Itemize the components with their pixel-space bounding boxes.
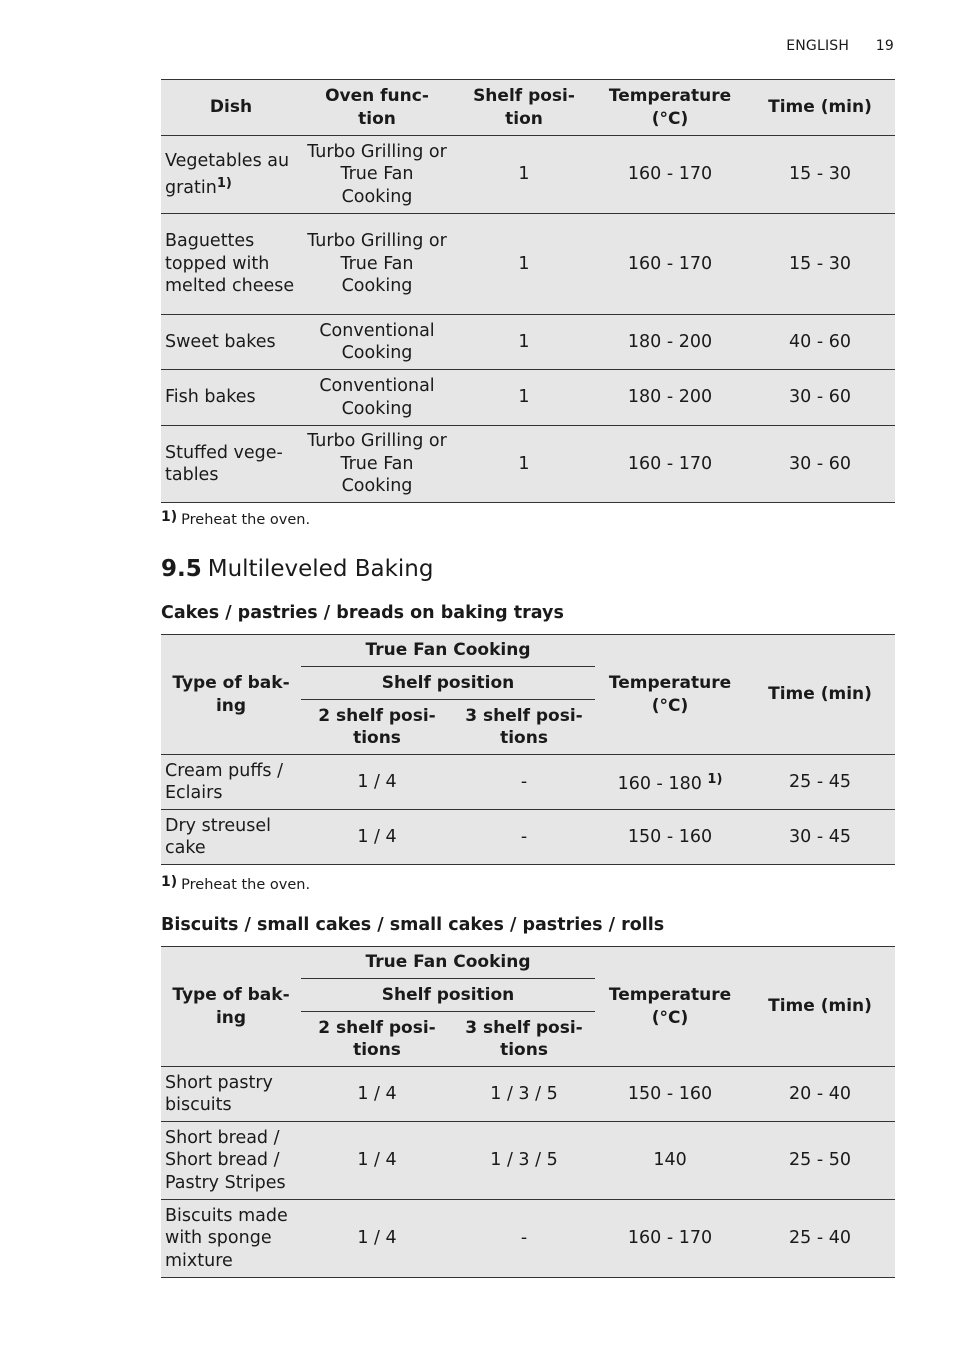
header-temperature: Temperature (°C): [595, 80, 745, 136]
shelf-cell: 1: [453, 370, 595, 426]
temp-cell: 160 - 170: [595, 136, 745, 214]
header-shelf-position: Shelf position: [301, 979, 595, 1012]
temp-cell: 160 - 170: [595, 426, 745, 503]
three-shelf-cell: 1 / 3 / 5: [453, 1067, 595, 1122]
footnote-ref: 1): [216, 175, 232, 191]
table-header-row: [161, 80, 895, 136]
type-cell: Cream puffs / Eclairs: [161, 755, 301, 810]
header-true-fan-cooking: True Fan Cooking: [301, 947, 595, 979]
table-row: [161, 214, 895, 315]
section-number: 9.5: [161, 556, 202, 582]
cakes-table: [161, 634, 895, 865]
header-temperature: Temperature (°C): [595, 635, 745, 755]
dish-cell: Fish bakes: [161, 370, 301, 426]
table-row: [161, 755, 895, 810]
type-cell: Short bread / Short bread / Pastry Stripes: [161, 1122, 301, 1200]
header-time: Time (min): [745, 947, 895, 1067]
type-cell: Short pastry biscuits: [161, 1067, 301, 1122]
three-shelf-cell: 1 / 3 / 5: [453, 1122, 595, 1200]
temp-cell: [595, 755, 745, 810]
time-cell: 15 - 30: [745, 136, 895, 214]
header-two-shelf: 2 shelf posi- tions: [301, 700, 453, 755]
table-footnote: [161, 509, 310, 528]
subheading-biscuits: Biscuits / small cakes / small cakes / pastries / rolls: [161, 915, 665, 935]
temp-cell: 140: [595, 1122, 745, 1200]
table-header-row: [161, 635, 895, 667]
header-three-shelf: 3 shelf posi- tions: [453, 700, 595, 755]
table-row: [161, 136, 895, 214]
header-true-fan-cooking: True Fan Cooking: [301, 635, 595, 667]
table-row: [161, 810, 895, 865]
two-shelf-cell: 1 / 4: [301, 1067, 453, 1122]
shelf-cell: 1: [453, 426, 595, 503]
time-cell: 30 - 45: [745, 810, 895, 865]
type-cell: Biscuits made with sponge mixture: [161, 1200, 301, 1278]
footnote-mark: 1): [161, 874, 178, 890]
two-shelf-cell: 1 / 4: [301, 810, 453, 865]
three-shelf-cell: -: [453, 1200, 595, 1278]
table-row: [161, 1067, 895, 1122]
header-three-shelf: 3 shelf posi- tions: [453, 1012, 595, 1067]
table-row: [161, 315, 895, 370]
subheading-cakes: Cakes / pastries / breads on baking trays: [161, 603, 564, 623]
three-shelf-cell: -: [453, 755, 595, 810]
time-cell: 25 - 40: [745, 1200, 895, 1278]
header-dish: Dish: [161, 80, 301, 136]
table-row: [161, 1200, 895, 1278]
header-time: Time (min): [745, 635, 895, 755]
function-cell: Conventional Cooking: [301, 315, 453, 370]
two-shelf-cell: 1 / 4: [301, 1122, 453, 1200]
table-footnote: [161, 874, 310, 893]
header-shelf-position: Shelf position: [301, 667, 595, 700]
table-row: [161, 370, 895, 426]
table-header-row: [161, 947, 895, 979]
temp-cell: 180 - 200: [595, 370, 745, 426]
footnote-text: Preheat the oven.: [181, 877, 311, 893]
time-cell: 25 - 50: [745, 1122, 895, 1200]
table-row: [161, 1122, 895, 1200]
temp-cell: 160 - 170: [595, 1200, 745, 1278]
three-shelf-cell: -: [453, 810, 595, 865]
footnote-text: Preheat the oven.: [181, 512, 311, 528]
language-label: ENGLISH: [786, 38, 850, 54]
time-cell: 30 - 60: [745, 426, 895, 503]
header-oven-function: Oven func- tion: [301, 80, 453, 136]
type-cell: Dry streusel cake: [161, 810, 301, 865]
function-cell: Turbo Grilling or True Fan Cooking: [301, 214, 453, 315]
shelf-cell: 1: [453, 315, 595, 370]
time-cell: 20 - 40: [745, 1067, 895, 1122]
dish-cell: Baguettes topped with melted cheese: [161, 214, 301, 315]
header-type: Type of bak- ing: [161, 635, 301, 755]
temp-cell: 160 - 170: [595, 214, 745, 315]
dish-cell: [161, 136, 301, 214]
table-row: [161, 426, 895, 503]
header-shelf-position: Shelf posi- tion: [453, 80, 595, 136]
section-title: Multileveled Baking: [207, 556, 434, 582]
header-temperature: Temperature (°C): [595, 947, 745, 1067]
two-shelf-cell: 1 / 4: [301, 1200, 453, 1278]
temp-cell: 150 - 160: [595, 1067, 745, 1122]
biscuits-table: [161, 946, 895, 1278]
footnote-mark: 1): [161, 509, 178, 525]
function-cell: Turbo Grilling or True Fan Cooking: [301, 426, 453, 503]
shelf-cell: 1: [453, 136, 595, 214]
header-two-shelf: 2 shelf posi- tions: [301, 1012, 453, 1067]
page-header: [786, 38, 894, 54]
page-number: 19: [875, 38, 894, 54]
header-type: Type of bak- ing: [161, 947, 301, 1067]
time-cell: 40 - 60: [745, 315, 895, 370]
temp-cell: 180 - 200: [595, 315, 745, 370]
dish-name: Vegetables au gratin: [165, 151, 290, 198]
two-shelf-cell: 1 / 4: [301, 755, 453, 810]
function-cell: Conventional Cooking: [301, 370, 453, 426]
dish-cell: Sweet bakes: [161, 315, 301, 370]
function-cell: Turbo Grilling or True Fan Cooking: [301, 136, 453, 214]
time-cell: 30 - 60: [745, 370, 895, 426]
dish-cell: Stuffed vege- tables: [161, 426, 301, 503]
footnote-ref: 1): [707, 771, 723, 787]
time-cell: 25 - 45: [745, 755, 895, 810]
temp-value: 160 - 180: [617, 773, 702, 794]
header-time: Time (min): [745, 80, 895, 136]
section-heading: [161, 556, 433, 582]
temp-cell: 150 - 160: [595, 810, 745, 865]
shelf-cell: 1: [453, 214, 595, 315]
time-cell: 15 - 30: [745, 214, 895, 315]
dish-table: [161, 79, 895, 503]
